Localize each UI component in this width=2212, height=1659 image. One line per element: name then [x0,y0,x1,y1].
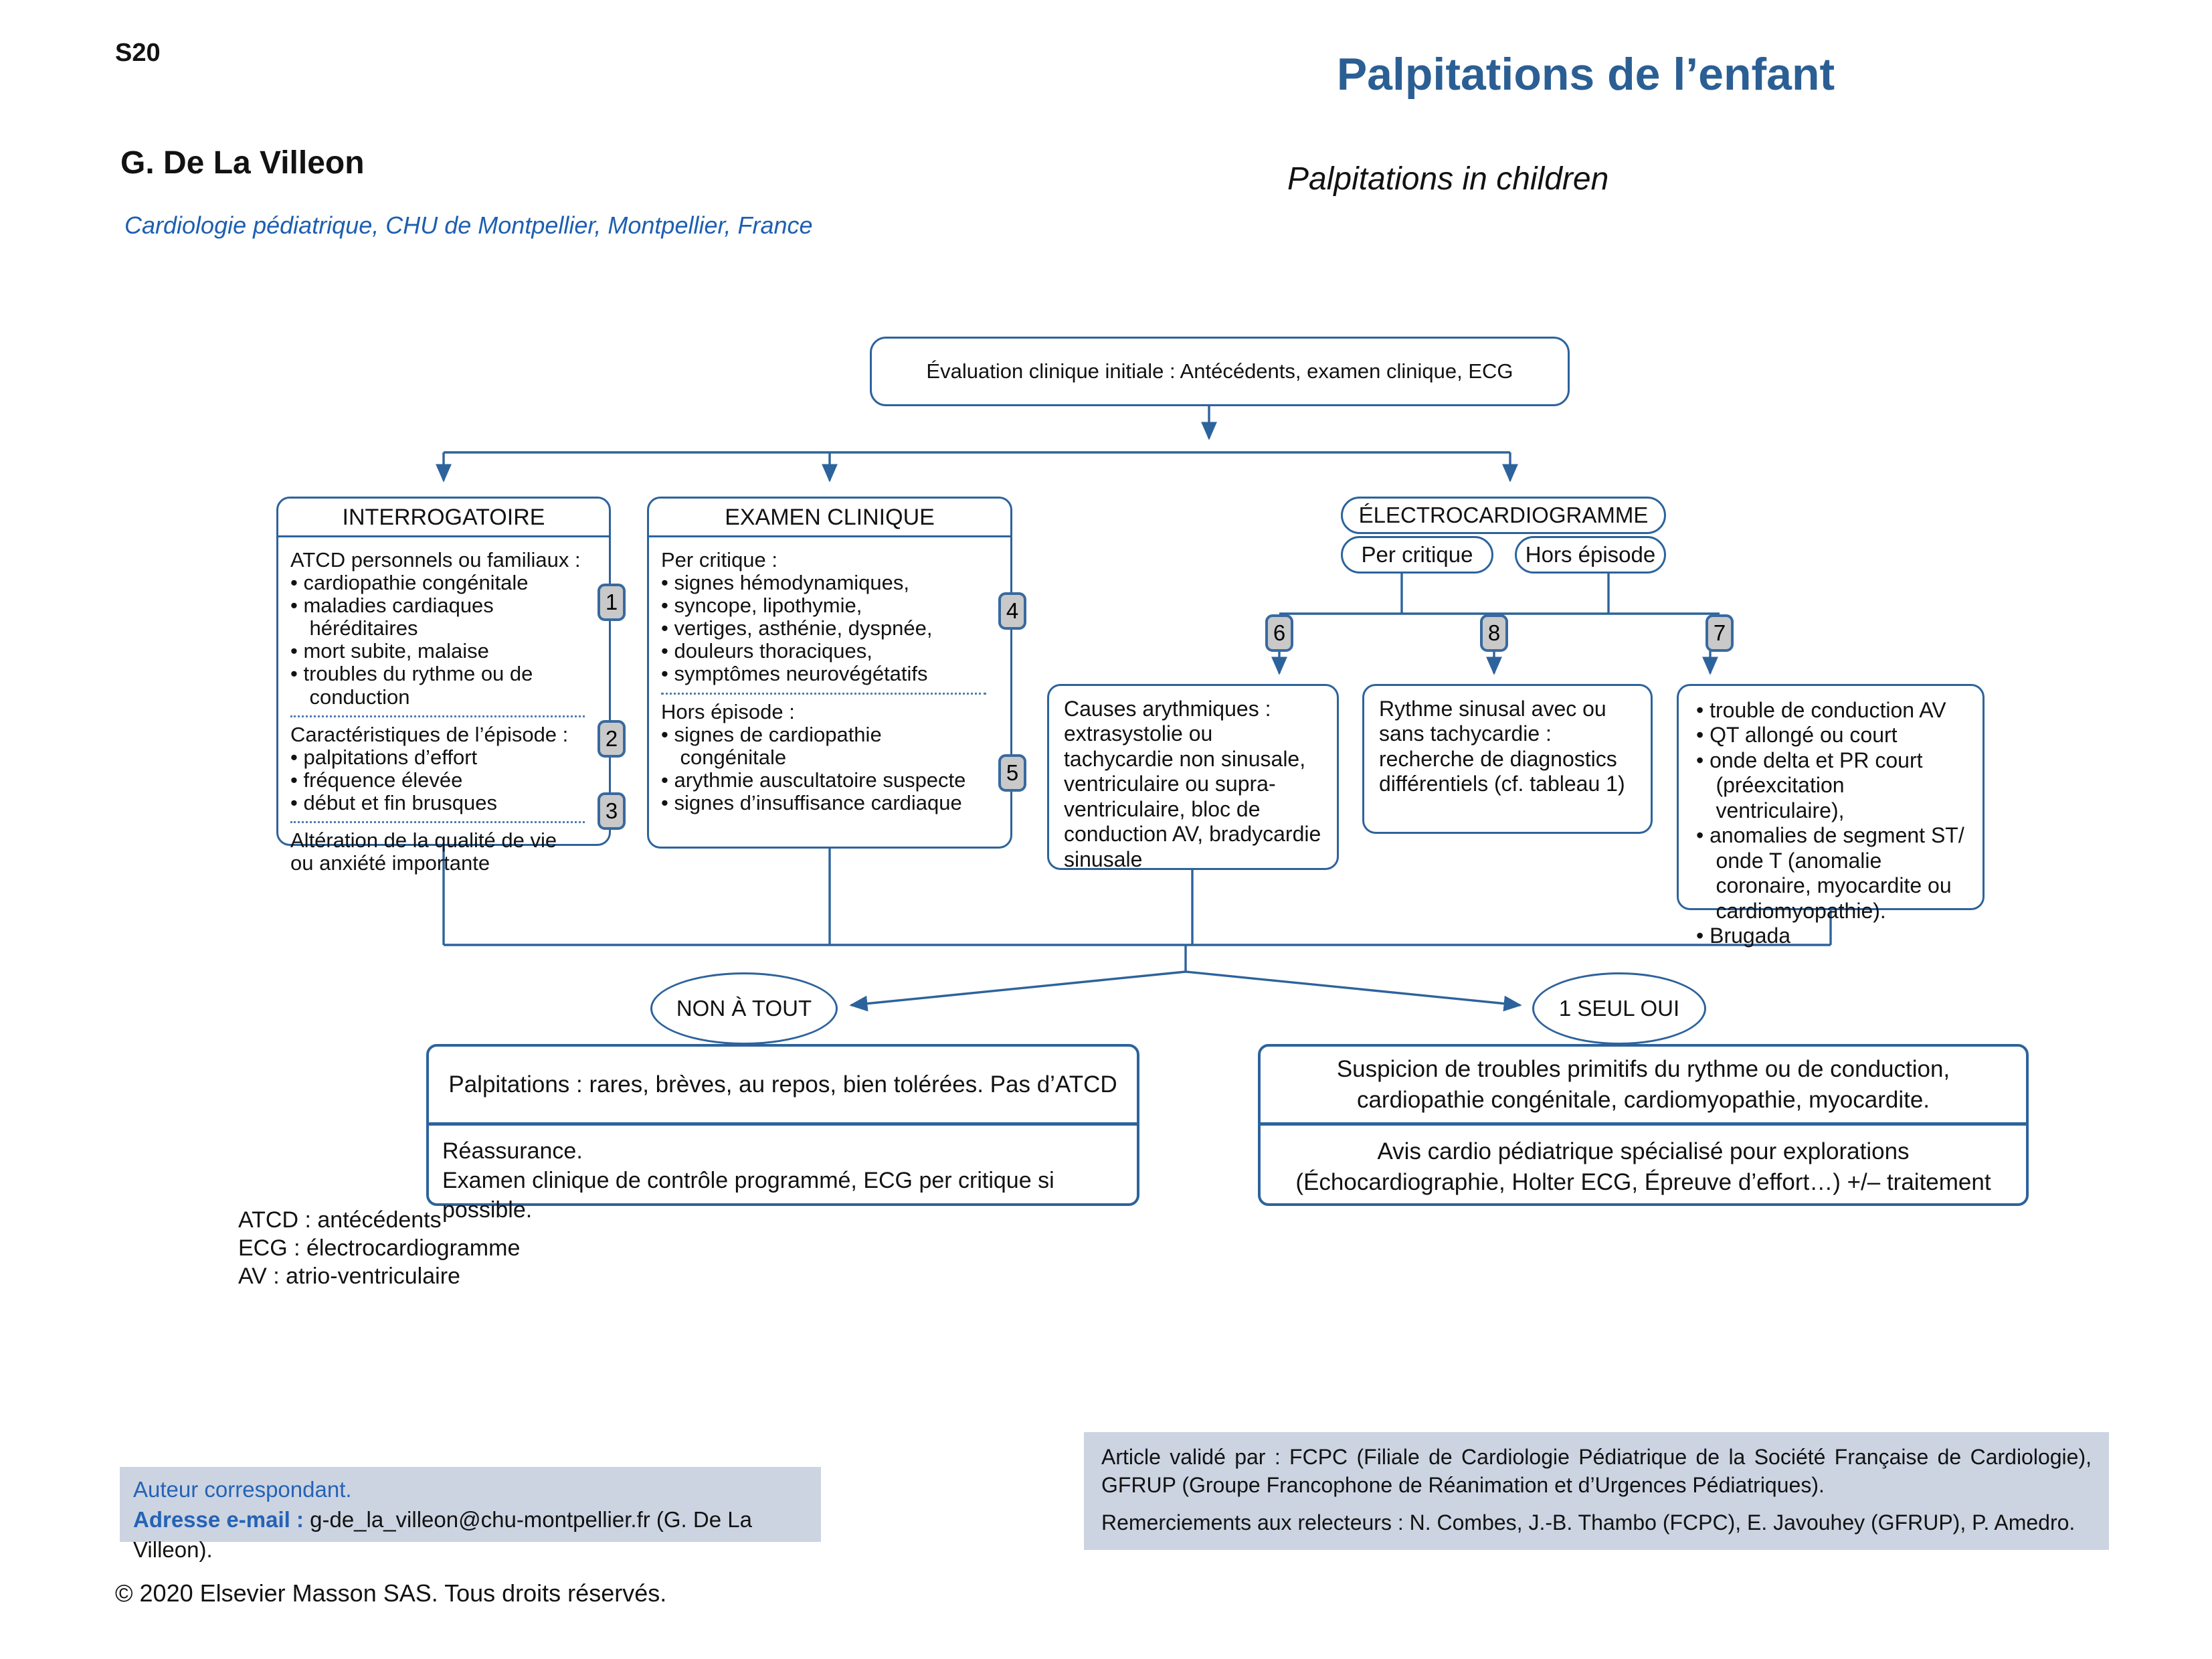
node-causes-arythmiques-text: Causes arythmiques : extrasystolie ou tachycardie non sinusale, ventriculaire ou supra-ventriculaire, bloc de conduction AV, bradycardie sinusale [1064,697,1321,871]
pill-hors-episode-label: Hors épisode [1525,542,1656,567]
outcome-yes-summary [1261,1047,2026,1126]
node-anomalies-list [1696,698,1974,948]
interrogatoire-section-qualite [290,821,585,881]
author-name: G. De La Villeon [120,145,365,181]
outcome-yes-action-1: Avis cardio pédiatrique spécialisé pour explorations [1377,1138,1910,1164]
criterion-badge-4: 4 [998,592,1026,630]
section-title: ATCD personnels ou familiaux : [290,548,581,572]
outcome-reassurance-box [426,1044,1139,1223]
outcome-no-action-1: Réassurance. [442,1138,583,1164]
abbreviation-item: ECG : électrocardiogramme [238,1235,521,1261]
bullet-item: • maladies cardiaques héréditaires [290,594,585,640]
pill-per-critique [1341,536,1493,574]
bullet-item: • palpitations d’effort [290,746,585,769]
section-title: Caractéristiques de l’épisode : [290,722,569,746]
section-text: Altération de la qualité de vie ou anxiété importante [290,828,557,875]
outcome-yes-summary-line2: cardiopathie congénitale, cardiomyopathie, myocardite. [1356,1086,1930,1113]
node-examen-body [649,537,1010,825]
examen-section-percritique [661,543,986,693]
criterion-badge-7: 7 [1706,614,1734,652]
outcome-yes-actions [1261,1126,2026,1204]
decision-oui-label: 1 SEUL OUI [1558,996,1680,1021]
bullet-item: • signes d’insuffisance cardiaque [661,792,986,814]
bullet-item: • syncope, lipothymie, [661,594,986,617]
outcome-yes-action-2: (Échocardiographie, Holter ECG, Épreuve d’effort…) +/– traitement [1295,1168,1991,1195]
section-title: Per critique : [661,548,778,572]
bullet-item: • signes de cardiopathie congénitale [661,723,986,769]
correspondent-label: Auteur correspondant. [133,1477,352,1502]
author-affiliation: Cardiologie pédiatrique, CHU de Montpellier, Montpellier, France [124,211,813,239]
node-initial-evaluation [870,337,1570,406]
criterion-badge-3: 3 [597,792,626,830]
article-title-en: Palpitations in children [1287,161,1609,197]
node-examen-title: EXAMEN CLINIQUE [649,499,1010,537]
bullet-item: • fréquence élevée [290,769,585,792]
criterion-badge-2: 2 [597,720,626,758]
bullet-item: • troubles du rythme ou de conduction [290,663,585,708]
bullet-item: • symptômes neurovégétatifs [661,663,986,685]
pill-per-critique-label: Per critique [1361,542,1473,567]
page-number: S20 [115,39,161,67]
outcome-no-actions [429,1126,1137,1232]
email-value: g-de_la_villeon@chu-montpellier.fr (G. De La Villeon). [133,1506,752,1562]
copyright-line: © 2020 Elsevier Masson SAS. Tous droits réservés. [115,1579,667,1607]
abbreviation-item: AV : atrio-ventriculaire [238,1263,460,1290]
interrogatoire-section-episode [290,715,585,821]
bullet-item: • début et fin brusques [290,792,585,814]
decision-1-seul-oui [1532,972,1706,1045]
outcome-no-summary-text: Palpitations : rares, brèves, au repos, bien tolérées. Pas d’ATCD [448,1071,1117,1098]
node-causes-arythmiques [1047,684,1339,870]
node-electrocardiogramme [1341,497,1666,534]
bullet-item: • cardiopathie congénitale [290,572,585,594]
thanks-text: Remerciements aux relecteurs : N. Combes, J.-B. Thambo (FCPC), E. Javouhey (GFRUP), P. Amedro. [1101,1510,2076,1535]
decision-non-label: NON À TOUT [676,996,812,1021]
node-anomalies-ecg [1677,684,1985,948]
node-ecg-title: ÉLECTROCARDIOGRAMME [1358,503,1649,527]
email-label: Adresse e-mail : [133,1506,304,1532]
interrogatoire-section-atcd [290,543,585,715]
bullet-item: • mort subite, malaise [290,640,585,663]
criterion-badge-5: 5 [998,754,1026,792]
criterion-badge-1: 1 [597,584,626,621]
bullet-item: • trouble de conduction AV [1696,698,1974,723]
bullet-item: • onde delta et PR court (préexcitation ventriculaire), [1696,748,1974,823]
node-interrogatoire [276,497,611,875]
node-rythme-sinusal [1362,684,1653,834]
bullet-item: • signes hémodynamiques, [661,572,986,594]
abbreviation-item: ATCD : antécédents [238,1207,442,1233]
article-title-fr: Palpitations de l’enfant [1336,49,1835,100]
bullet-item: • vertiges, asthénie, dyspnée, [661,617,986,640]
node-interrogatoire-title: INTERROGATOIRE [278,499,609,537]
node-interrogatoire-body [278,537,609,885]
outcome-no-action-2: Examen clinique de contrôle programmé, ECG per critique si possible. [442,1168,1054,1223]
section-title: Hors épisode : [661,699,795,723]
outcome-yes-summary-line1: Suspicion de troubles primitifs du rythme ou de conduction, [1336,1056,1950,1082]
criterion-badge-6: 6 [1265,614,1293,652]
examen-section-horsepisode [661,693,986,821]
node-rythme-sinusal-text: Rythme sinusal avec ou sans tachycardie : recherche de diagnostics différentiels (cf. tableau 1) [1379,697,1625,796]
node-initial-evaluation-label: Évaluation clinique initiale : Antécédents, examen clinique, ECG [926,359,1513,383]
outcome-specialist-box [1258,1044,2029,1206]
bullet-item: • douleurs thoraciques, [661,640,986,663]
criterion-badge-8: 8 [1480,614,1508,652]
validation-text: Article validé par : FCPC (Filiale de Cardiologie Pédiatrique de la Société Française de Cardiologie), GFRUP (Groupe Francophone de Réanimation et d’Urgences Pédiatriques). [1101,1445,2092,1498]
bullet-item: • Brugada [1696,924,1974,948]
bullet-item: • anomalies de segment ST/ onde T (anomalie coronaire, myocardite ou cardiomyopathie). [1696,823,1974,924]
decision-non-a-tout [650,972,838,1045]
pill-hors-episode [1515,536,1666,574]
bullet-item: • arythmie auscultatoire suspecte [661,769,986,792]
outcome-no-summary [429,1047,1137,1126]
bullet-item: • QT allongé ou court [1696,723,1974,748]
node-examen-clinique [647,497,1012,849]
